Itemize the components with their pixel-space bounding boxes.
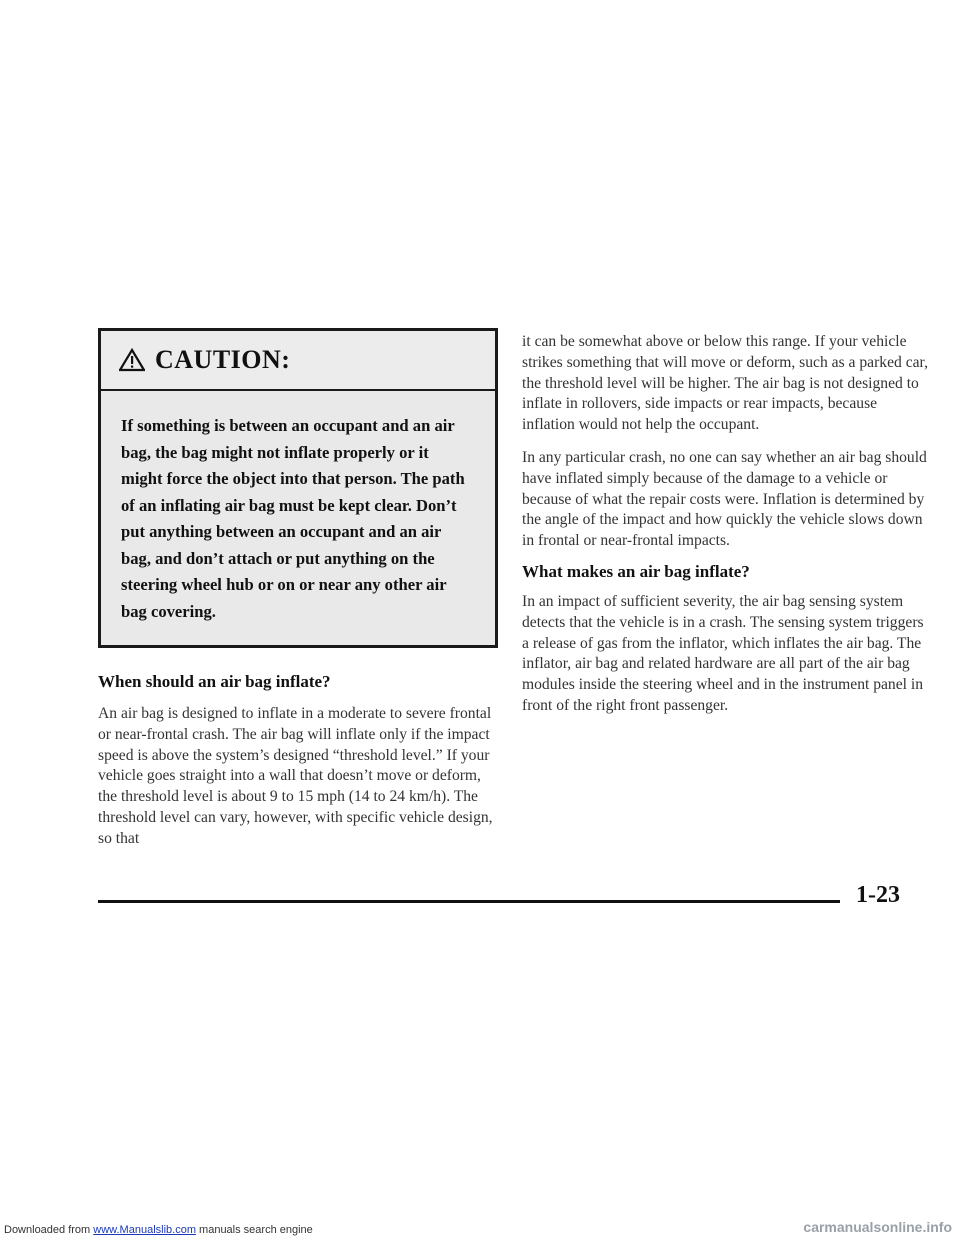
caution-box — [98, 328, 498, 648]
page-number: 1-23 — [856, 882, 900, 908]
paragraph-particular-crash: In any particular crash, no one can say whether an air bag should have inflated simply because of the damage to a vehicle or because of what the repair costs were. Inflation is determined by the angle of the impact and how quickly the vehicle slows down in frontal or near-frontal impacts. — [522, 448, 927, 550]
watermark-prefix: Downloaded from — [4, 1224, 94, 1236]
footer-rule — [98, 900, 840, 903]
warning-triangle-icon — [119, 348, 145, 372]
section-heading-what-makes-inflate: What makes an air bag inflate? — [522, 561, 750, 581]
caution-title: CAUTION: — [155, 345, 291, 374]
paragraph-when-inflate: An air bag is designed to inflate in a moderate to severe frontal or near-frontal crash. The air bag will inflate only if the impact speed is above the system’s designed “threshold level.” If your vehicle goes straight into a wall that doesn’t move or deform, the threshold level is about 9 to 15 mph (14 to 24 km/h). The threshold level can vary, however, with specific vehicle design, so that — [98, 705, 493, 847]
left-column — [98, 328, 498, 850]
paragraph-threshold-continued: it can be somewhat above or below this range. If your vehicle strikes something that will move or deform, such as a parked car, the threshold level will be higher. The air bag is not designed to inflate in rollovers, side impacts or rear impacts, because inflation would not help the occupant. — [522, 333, 929, 434]
caution-text: If something is between an occupant and an air bag, the bag might not inflate properly or it might force the object into that person. The path of an inflating air bag must be kept clear. Don’t put anything between an occupant and an air bag, and don’t attach or put anything on the steering wheel hub or on or near any other air bag covering. — [121, 416, 465, 621]
paragraph-what-makes-inflate: In an impact of sufficient severity, the air bag sensing system detects that the vehicle is in a crash. The sensing system triggers a release of gas from the inflator, which inflates the air bag. The inflator, air bag and related hardware are all part of the air bag modules inside the steering wheel and in the instrument panel in front of the right front passenger. — [522, 592, 924, 714]
site-watermark: carmanualsonline.info — [803, 1219, 952, 1235]
manualslib-link[interactable]: www.Manualslib.com — [93, 1224, 196, 1236]
caution-header — [101, 331, 495, 391]
watermark-suffix: manuals search engine — [195, 1224, 313, 1236]
section-heading-when-inflate: When should an air bag inflate? — [98, 672, 331, 691]
right-column — [522, 332, 932, 717]
download-watermark — [4, 1224, 313, 1236]
